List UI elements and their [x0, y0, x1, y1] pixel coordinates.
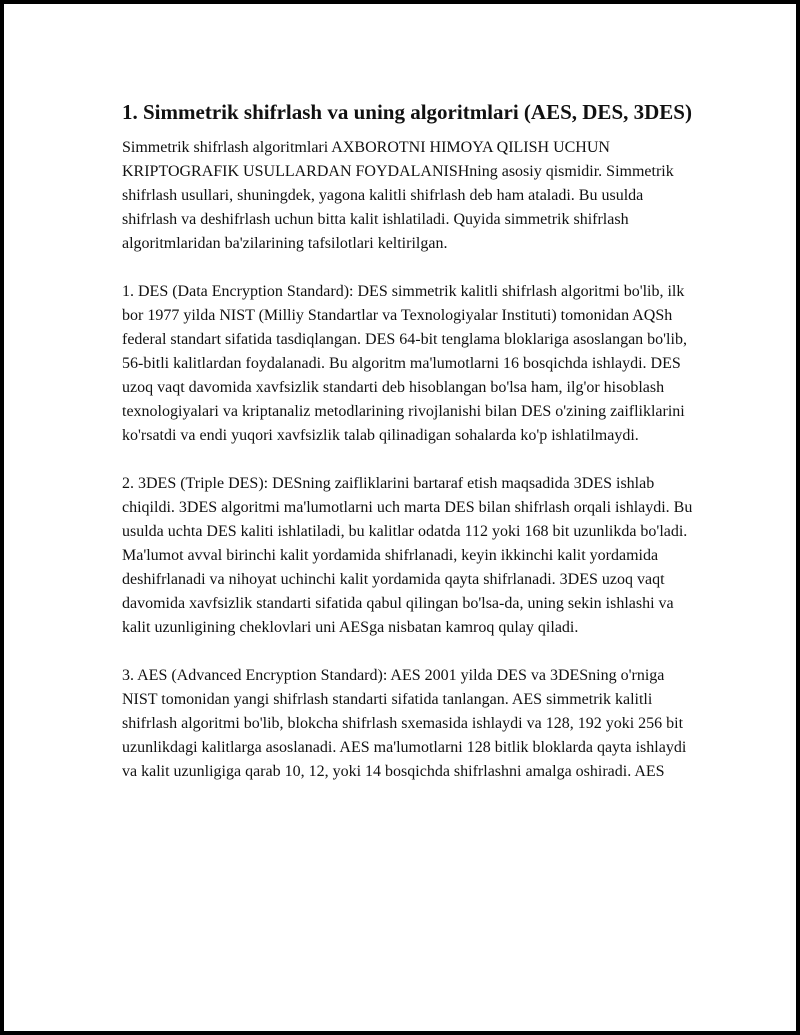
intro-paragraph: Simmetrik shifrlash algoritmlari AXBOROTNI HIMOYA QILISH UCHUN KRIPTOGRAFIK USULLARDAN FOYDALANISHning asosiy qismidir. Simmetrik shifrlash usullari, shuningdek, yagona kalitli shifrlash deb ham ataladi. Bu usulda shifrlash va deshifrlash uchun bitta kalit ishlatiladi. Quyida simmetrik shifrlash algoritmlaridan ba'zilarining tafsilotlari keltirilgan.	[122, 139, 674, 252]
3des-paragraph: 2. 3DES (Triple DES): DESning zaifliklarini bartaraf etish maqsadida 3DES ishlab chiqildi. 3DES algoritmi ma'lumotlarni uch marta DES bilan shifrlash orqali ishlaydi. Bu usulda uchta DES kaliti ishlatiladi, bu kalitlar odatda 112 yoki 168 bit uzunlikda bo'ladi. Ma'lumot avval birinchi kalit yordamida shifrlanadi, keyin ikkinchi kalit yordamida deshifrlanadi va nihoyat uchinchi kalit yordamida qayta shifrlanadi. 3DES uzoq vaqt davomida xavfsizlik standarti sifatida qabul qilingan bo'lsa-da, uning sekin ishlashi va kalit uzunligining cheklovlari uni AESga nisbatan kamroq qulay qiladi.	[122, 475, 693, 636]
document-content	[122, 98, 697, 808]
aes-paragraph: 3. AES (Advanced Encryption Standard): AES 2001 yilda DES va 3DESning o'rniga NIST tomonidan yangi shifrlash standarti sifatida tanlangan. AES simmetrik kalitli shifrlash algoritmi bo'lib, blokcha shifrlash sxemasida ishlaydi va 128, 192 yoki 256 bit uzunlikdagi kalitlarga asoslanadi. AES ma'lumotlarni 128 bitlik bloklarda qayta ishlaydi va kalit uzunligiga qarab 10, 12, yoki 14 bosqichda shifrlashni amalga oshiradi. AES	[122, 667, 687, 780]
des-paragraph: 1. DES (Data Encryption Standard): DES simmetrik kalitli shifrlash algoritmi bo'lib, ilk bor 1977 yilda NIST (Milliy Standartlar va Texnologiyalar Instituti) tomonidan AQSh federal standart sifatida tasdiqlangan. DES 64-bit tenglama bloklariga asoslangan bo'lib, 56-bitli kalitlardan foydalanadi. Bu algoritm ma'lumotlarni 16 bosqichda ishlaydi. DES uzoq vaqt davomida xavfsizlik standarti deb hisoblangan bo'lsa ham, ilg'or hisoblash texnologiyalari va kriptanaliz metodlarining rivojlanishi bilan DES o'zining zaifliklarini ko'rsatdi va endi yuqori xavfsizlik talab qilinadigan sohalarda ko'p ishlatilmaydi.	[122, 283, 687, 444]
page-title: 1. Simmetrik shifrlash va uning algoritmlari (AES, DES, 3DES)	[122, 100, 692, 124]
